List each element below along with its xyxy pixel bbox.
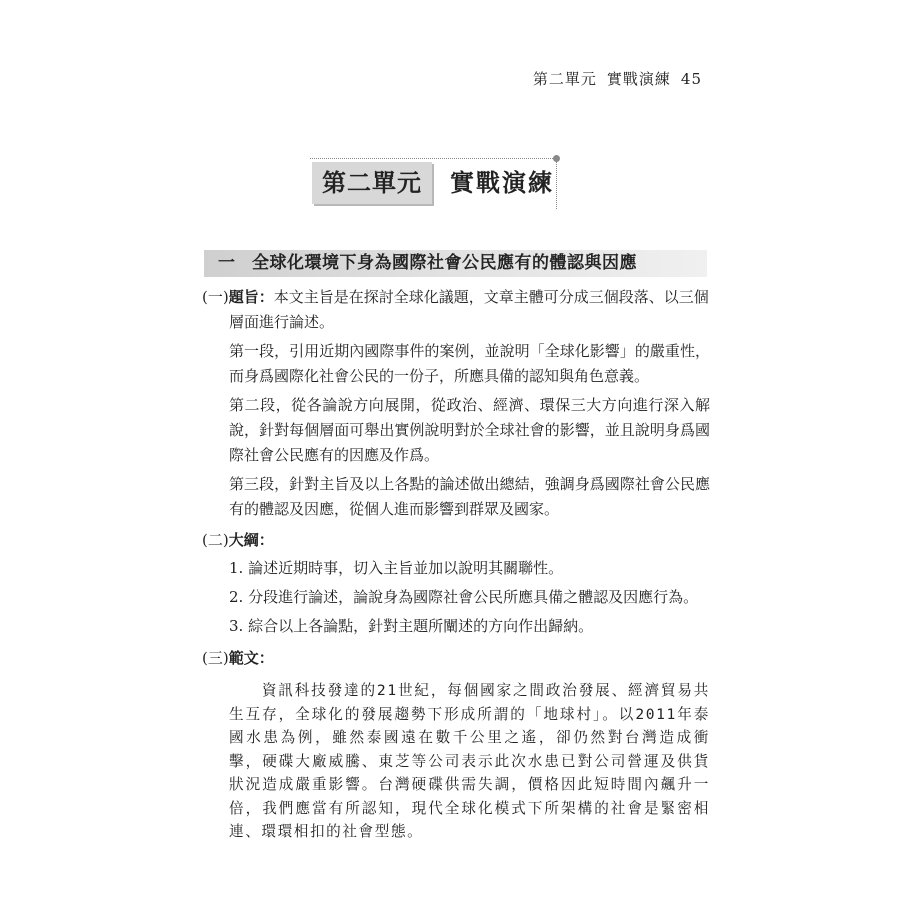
running-head-unit: 第二單元 <box>532 70 597 88</box>
page-number: 45 <box>680 70 702 88</box>
part3-number: (三) <box>202 649 229 667</box>
section-number: 一 <box>218 253 235 273</box>
part2-heading <box>202 528 710 553</box>
frame-dot <box>553 155 560 162</box>
part1-lead-cont: 層面進行論述。 <box>229 313 335 331</box>
part2-number: (二) <box>202 531 229 549</box>
unit-label: 第二單元 <box>312 162 432 204</box>
outline-item-1: 1. 論述近期時事，切入主旨並加以說明其關聯性。 <box>229 559 564 577</box>
section-header <box>204 250 707 277</box>
model-essay: 資訊科技發達的21世紀，每個國家之間政治發展、經濟貿易共生互存，全球化的發展趨勢下形成所謂的「地球村」。以2011年泰國水患為例，雖然泰國遠在數千公里之遙，卻仍然對台灣造成衝擊，硬碟大廠威騰、東芝等公司表示此次水患已對公司營運及供貨狀況造成嚴重影響。台灣硬碟供需失調，價格因此短時間內飆升一倍，我們應當有所認知，現代全球化模式下所架構的社會是緊密相連、環環相扣的社會型態。 <box>229 682 710 840</box>
unit-name: 實戰演練 <box>450 169 554 197</box>
section-title: 全球化環境下身為國際社會公民應有的體認與因應 <box>252 253 637 273</box>
running-head <box>523 68 702 89</box>
part1-lead: 本文主旨是在探討全球化議題，文章主體可分成三個段落、以三個 <box>273 288 709 306</box>
running-head-title: 實戰演練 <box>606 70 671 88</box>
part1-paragraph-1: 第一段，引用近期內國際事件的案例，並說明「全球化影響」的嚴重性，而身爲國際化社會公民的一份子，所應具備的認知與角色意義。 <box>229 342 710 385</box>
part2-label: 大綱： <box>228 531 274 549</box>
part1-label: 題旨： <box>228 288 274 306</box>
part1-paragraph-2: 第二段，從各論說方向展開，從政治、經濟、環保三大方向進行深入解說，針對每個層面可舉出實例說明對於全球社會的影響，並且說明身爲國際社會公民應有的因應及作爲。 <box>229 396 710 464</box>
part1-heading <box>202 285 710 310</box>
part1-paragraph-3: 第三段，針對主旨及以上各點的論述做出總結，強調身爲國際社會公民應有的體認及因應，從個人進而影響到群眾及國家。 <box>229 475 710 518</box>
outline-item-3: 3. 綜合以上各論點，針對主題所闡述的方向作出歸納。 <box>229 617 594 635</box>
part3-heading <box>202 646 710 671</box>
part3-label: 範文： <box>228 649 274 667</box>
part1-number: (一) <box>202 288 229 306</box>
page-body <box>202 285 710 844</box>
outline-item-2: 2. 分段進行論述，論說身為國際社會公民所應具備之體認及因應行為。 <box>229 588 699 606</box>
